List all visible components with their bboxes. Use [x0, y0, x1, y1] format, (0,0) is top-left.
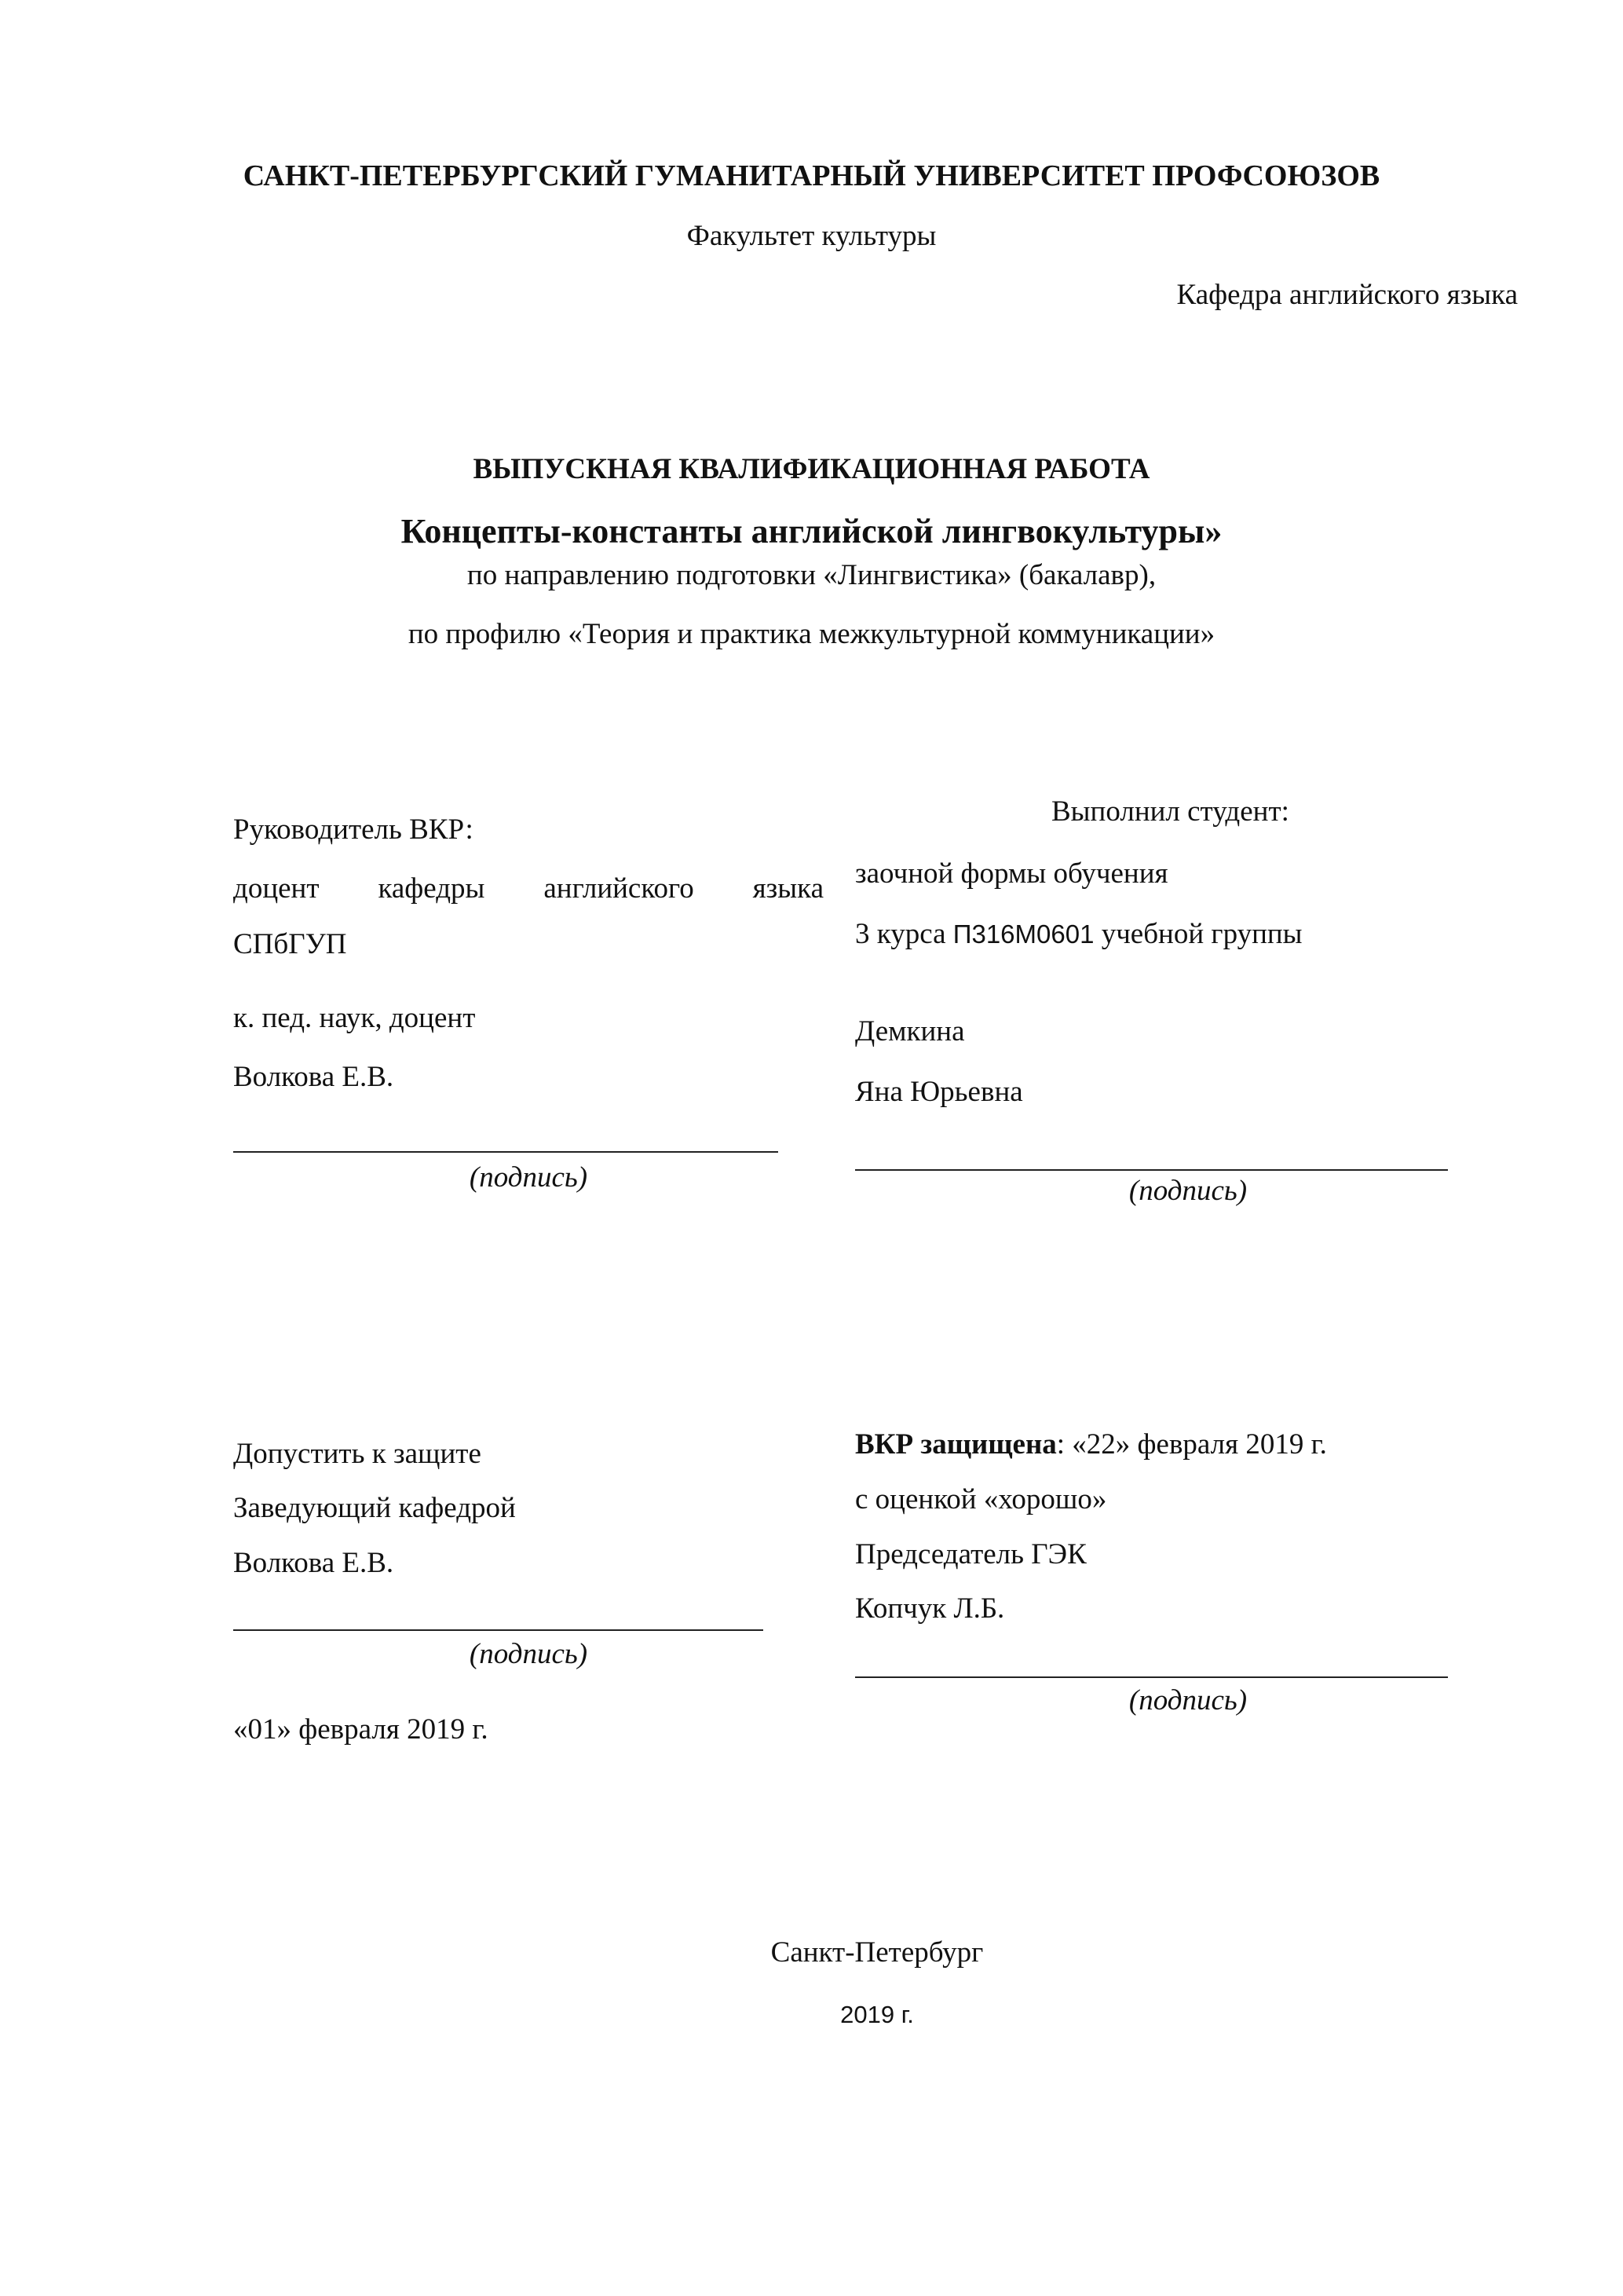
defense-grade: с оценкой «хорошо» — [855, 1483, 1107, 1515]
admission-name: Волкова Е.В. — [233, 1547, 394, 1579]
supervisor-label: Руководитель ВКР: — [233, 813, 473, 846]
group-code: П316М0601 — [952, 919, 1095, 949]
university-name: САНКТ-ПЕТЕРБУРГСКИЙ ГУМАНИТАРНЫЙ УНИВЕРСИТЕТ ПРОФСОЮЗОВ — [243, 159, 1380, 192]
defense-chair-name: Копчук Л.Б. — [855, 1592, 1005, 1625]
department: Кафедра английского языка — [1176, 279, 1518, 311]
defense-signature-caption: (подпись) — [1128, 1684, 1248, 1717]
work-type: ВЫПУСКНАЯ КВАЛИФИКАЦИОННАЯ РАБОТА — [473, 453, 1150, 485]
defense-signature-line — [855, 1676, 1448, 1678]
supervisor-position: доцент кафедры английского языка — [233, 872, 824, 905]
student-signature-caption: (подпись) — [1128, 1175, 1248, 1207]
work-title: Концепты-константы английской лингвокультуры» — [400, 512, 1223, 550]
admission-signature-caption: (подпись) — [469, 1638, 588, 1670]
admission-role: Заведующий кафедрой — [233, 1492, 516, 1524]
supervisor-org: СПбГУП — [233, 928, 347, 960]
group-prefix: 3 курса — [855, 918, 953, 950]
admission-signature-line — [233, 1629, 763, 1631]
defense-status — [855, 1428, 1327, 1462]
supervisor-name: Волкова Е.В. — [233, 1061, 394, 1093]
student-signature-line — [855, 1169, 1448, 1171]
supervisor-signature-line — [233, 1151, 778, 1153]
supervisor-degree: к. пед. наук, доцент — [233, 1002, 476, 1034]
footer-year: 2019 г. — [840, 2001, 914, 2028]
student-group — [855, 917, 1303, 952]
admission-date: «01» февраля 2019 г. — [233, 1713, 488, 1746]
student-given-names: Яна Юрьевна — [855, 1076, 1023, 1108]
student-surname: Демкина — [855, 1015, 965, 1047]
student-form: заочной формы обучения — [855, 857, 1168, 890]
defense-label: ВКР защищена — [855, 1428, 1057, 1461]
work-profile: по профилю «Теория и практика межкультурной коммуникации» — [408, 618, 1215, 650]
faculty: Факультет культуры — [686, 220, 937, 252]
admission-label: Допустить к защите — [233, 1438, 481, 1470]
student-label: Выполнил студент: — [1051, 795, 1289, 828]
defense-role: Председатель ГЭК — [855, 1538, 1087, 1570]
defense-date: : «22» февраля 2019 г. — [1056, 1428, 1327, 1461]
work-direction: по направлению подготовки «Лингвистика» (бакалавр), — [466, 559, 1157, 591]
group-suffix: учебной группы — [1094, 918, 1303, 950]
footer-city: Санкт-Петербург — [770, 1936, 984, 1969]
supervisor-signature-caption: (подпись) — [469, 1161, 588, 1194]
